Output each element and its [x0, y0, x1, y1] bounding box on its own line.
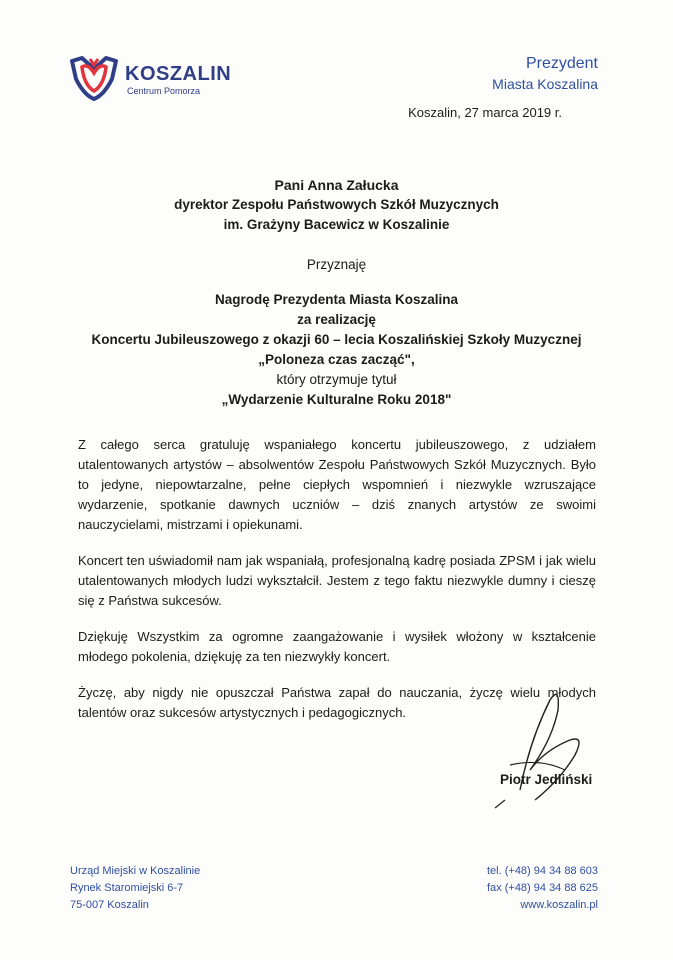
handwritten-signature: [490, 680, 600, 820]
award-concert: Koncertu Jubileuszowego z okazji 60 – lecia Koszalińskiej Szkoły Muzycznej: [91, 332, 582, 347]
footer-office: Urząd Miejski w Koszalinie: [70, 865, 201, 877]
award-intro: Przyznaję: [306, 257, 367, 272]
office-subtitle: Miasta Koszalina: [492, 76, 598, 92]
recipient-school: im. Grażyny Bacewicz w Koszalinie: [223, 217, 450, 232]
recipient-block: [0, 175, 673, 235]
award-event-title: „Wydarzenie Kulturalne Roku 2018": [221, 392, 452, 407]
footer-city: 75-007 Koszalin: [70, 899, 149, 911]
signatory-name: Piotr Jedliński: [500, 772, 593, 787]
footer-phone: tel. (+48) 94 34 88 603: [487, 865, 598, 877]
award-receives: który otrzymuje tytuł: [276, 372, 397, 387]
office-title: Prezydent: [525, 55, 598, 72]
award-block: [0, 290, 673, 410]
koszalin-logo: [68, 55, 258, 101]
award-for: za realizację: [297, 312, 376, 327]
logo-name: KOSZALIN: [125, 63, 232, 85]
footer-fax: fax (+48) 94 34 88 625: [487, 882, 598, 894]
logo-subtitle: Centrum Pomorza: [127, 86, 201, 96]
recipient-name: Pani Anna Załucka: [274, 177, 399, 193]
body-paragraph: Z całego serca gratuluję wspaniałego koncertu jubileuszowego, z udziałem utalentowanych artystów – absolwentów Zespołu Państwowych Szkół Muzycznych. Było to jedyne, niepowtarzalne, pełne ciepłych wspomnień i niezwykle wzruszające wydarzenie, spotkanie dawnych uczniów – dziś znanych artystów ze swoimi nauczycielami, mistrzami i opiekunami.: [78, 437, 596, 532]
body-paragraph: Życzę, aby nigdy nie opuszczał Państwa zapał do nauczania, życzę wielu młodych talentów oraz sukcesów artystycznych i pedagogicznych.: [78, 685, 596, 720]
body-paragraph: Koncert ten uświadomił nam jak wspaniałą, profesjonalną kadrę posiada ZPSM i jak wielu utalentowanych młodych ludzi wykształcił. Jestem z tego faktu niezwykle dumny i cieszę się z Państwa sukcesów.: [78, 553, 596, 608]
footer-contact: [487, 863, 598, 914]
award-concert-title: „Poloneza czas zacząć",: [258, 352, 415, 367]
recipient-title: dyrektor Zespołu Państwowych Szkół Muzycznych: [174, 197, 499, 212]
body-paragraph: Dziękuję Wszystkim za ogromne zaangażowanie i wysiłek włożony w kształcenie młodego pokolenia, dziękuję za ten niezwykły koncert.: [78, 629, 596, 664]
footer-street: Rynek Staromiejski 6-7: [70, 882, 184, 894]
koszalin-emblem-icon: [68, 55, 120, 101]
award-name: Nagrodę Prezydenta Miasta Koszalina: [214, 292, 459, 307]
office-header: [492, 55, 598, 92]
footer-website[interactable]: www.koszalin.pl: [520, 899, 598, 911]
footer-address: [70, 863, 200, 914]
letter-date: Koszalin, 27 marca 2019 r.: [408, 105, 562, 120]
